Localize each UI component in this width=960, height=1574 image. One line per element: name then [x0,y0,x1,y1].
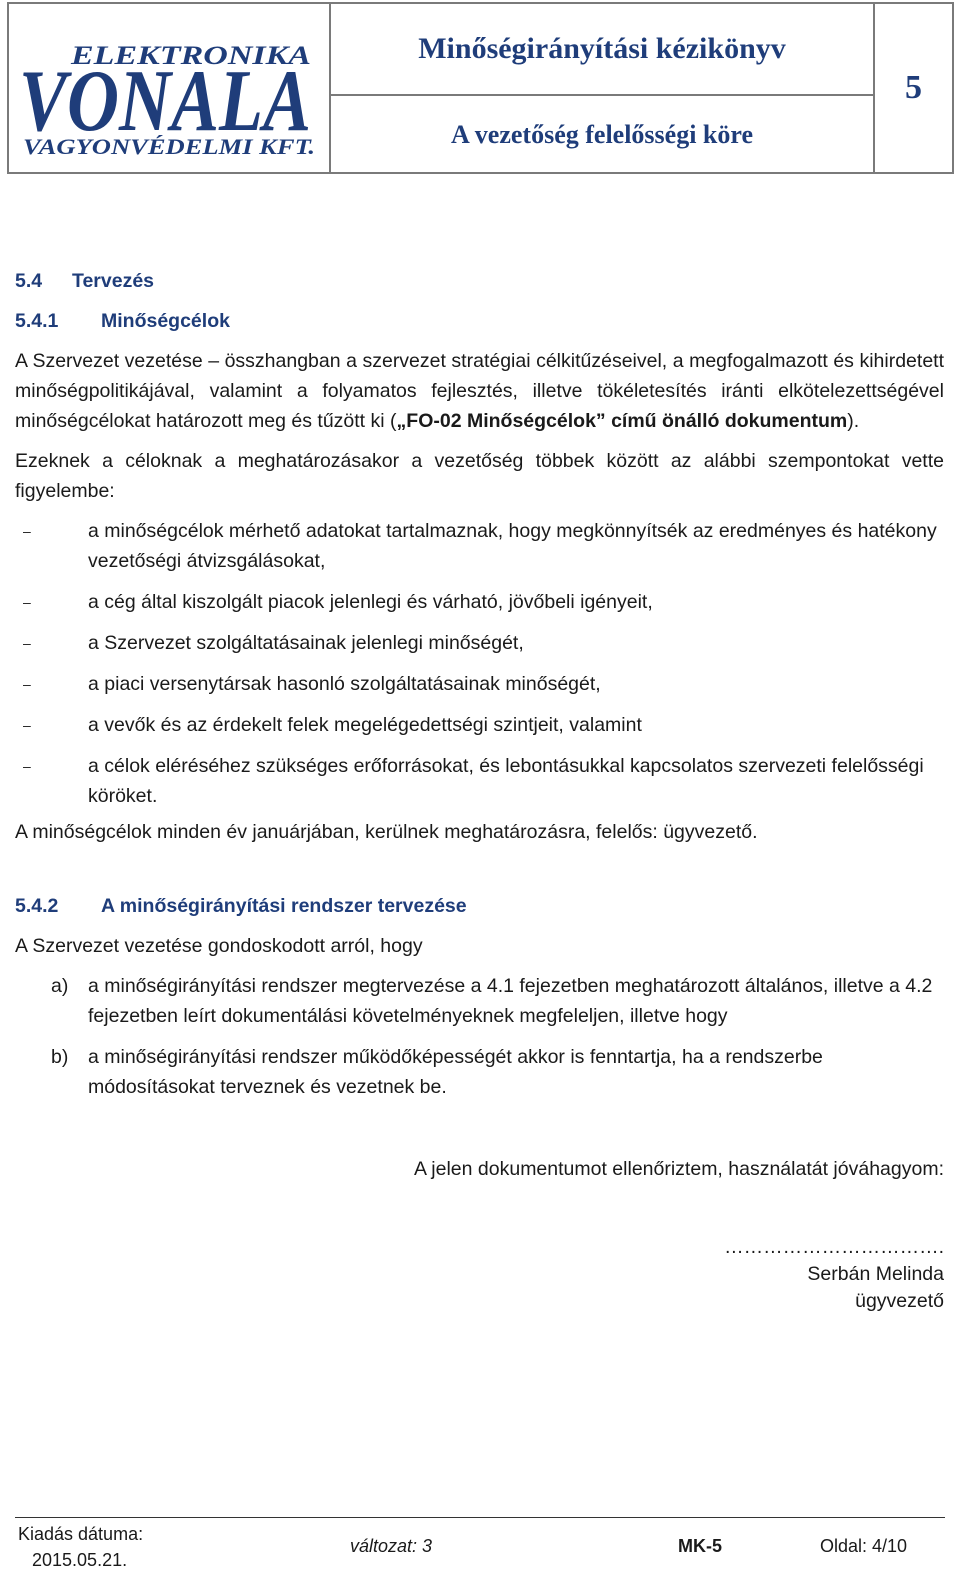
section-number: 5.4 [15,270,43,292]
list-item [15,628,944,658]
page-number: Oldal: 4/10 [820,1536,908,1556]
paragraph-text: A Szervezet vezetése – összhangban a szervezet stratégiai célkitűzéseivel, a megfogalmazott és kihirdetett minőségpolitikájával, valamint a folyamatos fejlesztés, illetve tökéletesítés iránti elkötelezettségével minőségcélokat határozott meg és tűzött ki ( [15,350,944,432]
subsection-title: Minőségcélok [101,310,230,332]
section-title: Tervezés [72,270,155,292]
section-heading [15,266,944,296]
signature-line: ……………………………. [724,1236,944,1258]
dash-bullet: – [23,676,31,692]
document-code: MK-5 [678,1536,722,1556]
logo-line1: ELEKTRONIKA [69,41,311,70]
list-item-text: a cég által kiszolgált piacok jelenlegi és várható, jövőbeli igényeit, [88,591,653,613]
subsection-heading [15,891,944,921]
subsection-title: A minőségirányítási rendszer tervezése [101,895,467,917]
list-item [15,1042,944,1102]
subsection-number: 5.4.1 [15,310,59,332]
document-reference: „FO-02 Minőségcélok” című önálló dokumentum [396,410,848,432]
document-header [7,2,954,174]
list-item-text: a Szervezet szolgáltatásainak jelenlegi minőségét, [88,632,524,654]
list-item [15,710,944,740]
footer-divider [15,1517,945,1518]
chapter-number: 5 [905,69,922,106]
requirements-list [15,971,944,1102]
list-item [15,971,944,1031]
logo-cell [9,4,331,172]
paragraph: Ezeknek a céloknak a meghatározásakor a vezetőség többek között az alábbi szempontokat vette figyelembe: [15,450,944,502]
logo-line2: VONALA [19,53,311,150]
dash-bullet: – [23,635,31,651]
signer-role: ügyvezető [855,1290,944,1312]
list-item [15,587,944,617]
list-marker: a) [51,975,69,997]
issue-date-block [18,1521,143,1573]
document-body [15,262,944,1315]
list-item-text: a célok eléréséhez szükséges erőforrásokat, és lebontásukkal kapcsolatos szervezeti felelősségi köröket. [88,755,924,807]
list-marker: b) [51,1046,69,1068]
list-item [15,516,944,576]
list-item-text: a minőségirányítási rendszer működőképességét akkor is fenntartja, ha a rendszerbe módosításokat terveznek és vezetnek be. [88,1046,823,1098]
subsection-number: 5.4.2 [15,895,59,917]
dash-bullet: – [23,594,31,610]
list-item [15,669,944,699]
list-item [15,751,944,811]
list-item-text: a minőségcélok mérhető adatokat tartalmaznak, hogy megkönnyítsék az eredményes és hatékony vezetőségi átvizsgálásokat, [88,520,937,572]
list-item-text: a piaci versenytársak hasonló szolgáltatásainak minőségét, [88,673,601,695]
subsection-heading [15,306,944,336]
signer-name: Serbán Melinda [807,1263,944,1285]
dash-bullet: – [23,758,31,774]
approval-statement: A jelen dokumentumot ellenőriztem, használatát jóváhagyom: [413,1158,944,1180]
version-label: változat: 3 [350,1536,433,1556]
dash-bullet: – [23,717,31,733]
list-item-text: a minőségirányítási rendszer megtervezése a 4.1 fejezetben meghatározott általános, illetve a 4.2 fejezetben leírt dokumentálási követelményeknek megfeleljen, illetve hogy [88,975,933,1027]
list-item-text: a vevők és az érdekelt felek megelégedettségi szintjeit, valamint [88,714,642,736]
title-cell [331,4,875,172]
dash-bullet: – [23,523,31,539]
issue-date-label: Kiadás dátuma: [18,1524,144,1544]
company-logo [17,40,317,160]
manual-title: Minőségirányítási kézikönyv [331,4,873,96]
issue-date-value: 2015.05.21. [32,1550,128,1570]
signature-block [15,1234,944,1315]
criteria-list [15,516,944,811]
chapter-title: A vezetőség felelősségi köre [450,120,754,149]
paragraph: A Szervezet vezetése gondoskodott arról, hogy [15,935,423,957]
logo-line3: VAGYONVÉDELMI KFT. [23,134,315,159]
paragraph [15,346,944,436]
paragraph-end: ). [847,410,860,432]
paragraph: A minőségcélok minden év januárjában, kerülnek meghatározásra, felelős: ügyvezető. [15,821,758,843]
